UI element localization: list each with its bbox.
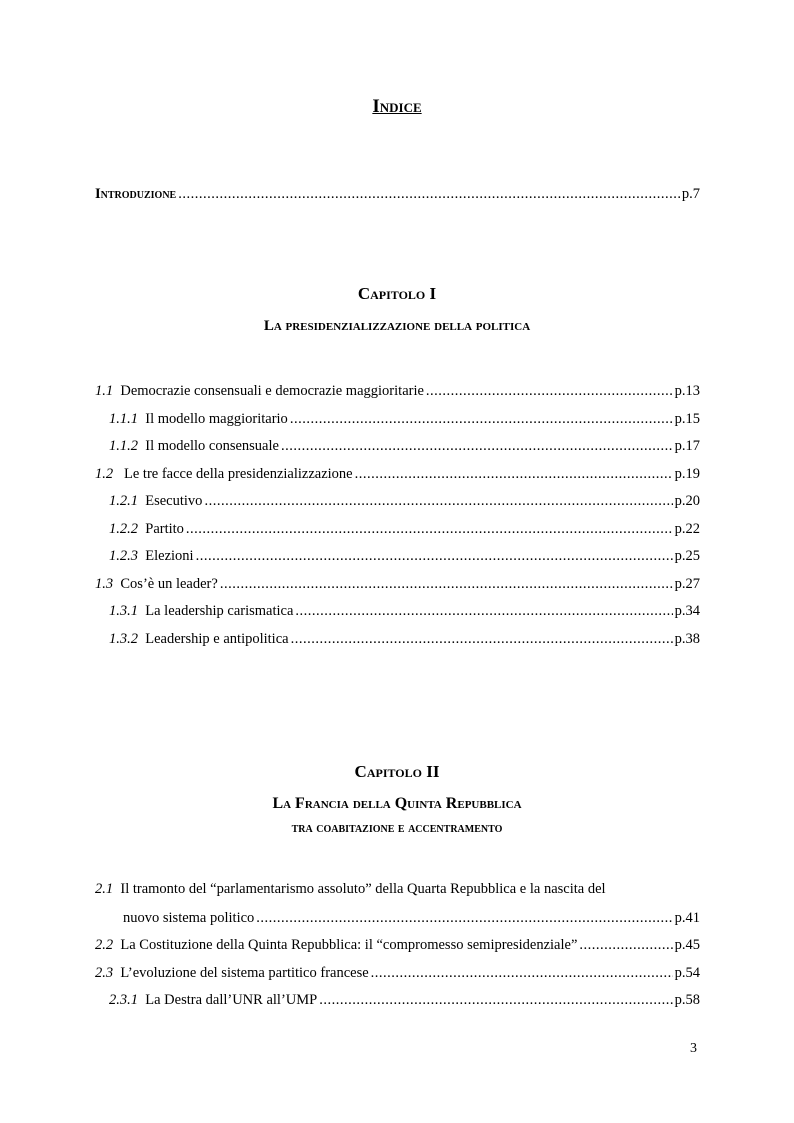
- entry-number: 2.3: [95, 965, 114, 981]
- index-title: Indice: [372, 96, 422, 117]
- toc-entry[interactable]: [95, 383, 700, 400]
- entry-title: Democrazie consensuali e democrazie maggioritarie: [120, 383, 424, 399]
- entry-page: p.17: [674, 438, 700, 454]
- entry-page: p.22: [674, 521, 700, 537]
- entry-title: La leadership carismatica: [145, 603, 294, 619]
- entry-title: Il modello maggioritario: [145, 411, 288, 427]
- entry-page: p.19: [674, 466, 700, 482]
- entry-title: Cos’è un leader?: [120, 576, 218, 592]
- leader-dots: [196, 548, 673, 565]
- toc-entry[interactable]: [95, 466, 700, 483]
- entry-title: Il modello consensuale: [145, 438, 279, 454]
- entry-page: p.34: [674, 603, 700, 619]
- leader-dots: [319, 992, 672, 1009]
- entry-number: 1.2: [95, 466, 114, 482]
- entry-page: p.15: [674, 411, 700, 427]
- entry-page: p.41: [674, 910, 700, 926]
- entry-page: p.45: [674, 937, 700, 953]
- leader-dots: [290, 411, 673, 428]
- entry-number: 2.1: [95, 881, 114, 897]
- entry-title: Il tramonto del “parlamentarismo assoluto” della Quarta Repubblica e la nascita del: [120, 881, 606, 897]
- leader-dots: [371, 965, 673, 982]
- toc-entry[interactable]: [109, 493, 700, 510]
- entry-number: 1.1: [95, 383, 114, 399]
- intro-label: Introduzione: [95, 186, 177, 202]
- toc-entry[interactable]: [95, 965, 700, 982]
- leader-dots: [281, 438, 673, 455]
- entry-page: p.25: [674, 548, 700, 564]
- entry-title: Elezioni: [145, 548, 194, 564]
- leader-dots: [426, 383, 673, 400]
- toc-entry[interactable]: [109, 603, 700, 620]
- leader-dots: [204, 493, 672, 510]
- toc-entry[interactable]: [95, 937, 700, 954]
- toc-entry[interactable]: [109, 438, 700, 455]
- toc-entry[interactable]: [109, 411, 700, 428]
- entry-number: 2.3.1: [109, 992, 138, 1008]
- entry-title: La Destra dall’UNR all’UMP: [145, 992, 318, 1008]
- entry-page: p.54: [674, 965, 700, 981]
- toc-entry[interactable]: [95, 576, 700, 593]
- toc-entry[interactable]: [109, 992, 700, 1009]
- entry-title: La Costituzione della Quinta Repubblica: il “compromesso semipresidenziale”: [120, 937, 578, 953]
- leader-dots: [256, 910, 672, 927]
- leader-dots: [355, 466, 673, 483]
- toc-entry[interactable]: [109, 631, 700, 648]
- intro-page: p.7: [681, 186, 700, 202]
- entry-title: Le tre facce della presidenzializzazione: [124, 466, 353, 482]
- entry-page: p.20: [674, 493, 700, 509]
- toc-entry-line1[interactable]: [95, 881, 606, 898]
- leader-dots: [291, 631, 673, 648]
- entry-title: Partito: [145, 521, 184, 537]
- chapter1-title: La presidenzializzazione della politica: [263, 318, 531, 334]
- leader-dots: [186, 521, 673, 538]
- entry-number: 1.1.2: [109, 438, 138, 454]
- entry-page: p.27: [674, 576, 700, 592]
- entry-number: 1.1.1: [109, 411, 138, 427]
- entry-title: Leadership e antipolitica: [145, 631, 289, 647]
- toc-entry-line2[interactable]: [123, 910, 700, 927]
- chapter2-subtitle: tra coabitazione e accentramento: [291, 821, 503, 836]
- toc-entry-introduzione[interactable]: [95, 186, 700, 203]
- entry-number: 1.2.3: [109, 548, 138, 564]
- toc-entry[interactable]: [109, 548, 700, 565]
- leader-dots: [579, 937, 672, 954]
- chapter2-heading: Capitolo II: [354, 762, 440, 781]
- leader-dots: [295, 603, 672, 620]
- entry-number: 1.3.2: [109, 631, 138, 647]
- entry-number: 1.2.1: [109, 493, 138, 509]
- leader-dots: [178, 186, 680, 203]
- chapter2-title: La Francia della Quinta Repubblica: [272, 795, 522, 812]
- chapter1-heading: Capitolo I: [357, 284, 437, 303]
- entry-number: 1.3: [95, 576, 114, 592]
- entry-number: 1.3.1: [109, 603, 138, 619]
- entry-number: 2.2: [95, 937, 114, 953]
- entry-number: 1.2.2: [109, 521, 138, 537]
- entry-title: L’evoluzione del sistema partitico francese: [120, 965, 369, 981]
- entry-page: p.13: [674, 383, 700, 399]
- entry-page: p.38: [674, 631, 700, 647]
- entry-title: nuovo sistema politico: [123, 910, 255, 926]
- toc-entry[interactable]: [109, 521, 700, 538]
- page-number: 3: [690, 1041, 697, 1056]
- leader-dots: [220, 576, 673, 593]
- entry-title: Esecutivo: [145, 493, 203, 509]
- entry-page: p.58: [674, 992, 700, 1008]
